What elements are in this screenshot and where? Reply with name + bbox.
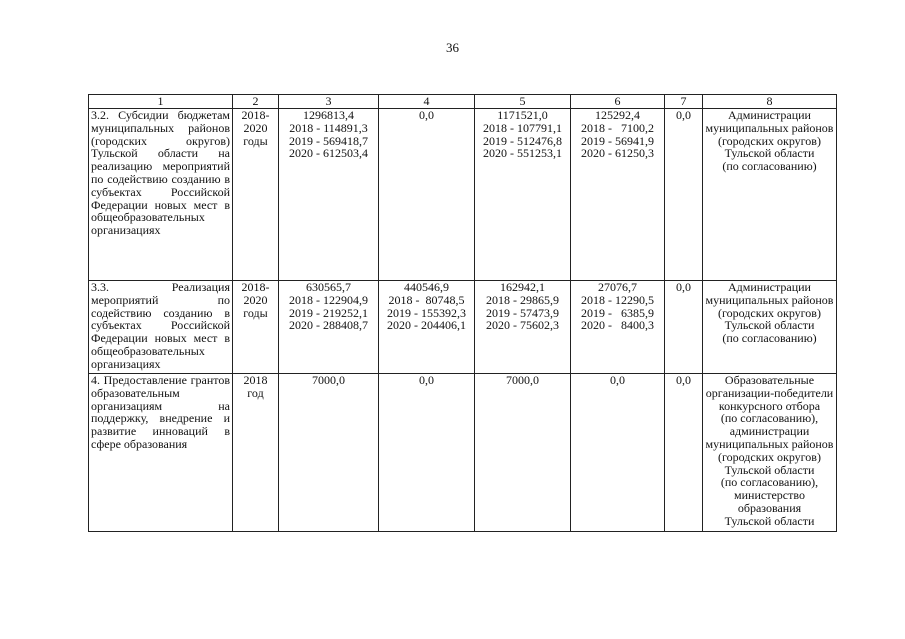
period-cell: 2018 год (233, 374, 279, 532)
column-6-cell (571, 109, 665, 281)
executor-line: (городских округов) (718, 133, 821, 148)
value-line: 162942,1 (500, 280, 545, 294)
executor-line: образования (737, 500, 802, 515)
measure-name: 3.3. Реализация мероприятий по содействию созданию в субъектах Российской Федерации новых мест в общеобразовательных организациях (89, 281, 233, 374)
column-5-cell (475, 109, 571, 281)
value-line: 2018 - 12290,5 (581, 292, 654, 307)
value-line: 2018 - 80748,5 (388, 292, 465, 307)
column-number-4: 4 (379, 95, 475, 109)
executor-line: Тульской области (724, 513, 815, 528)
value-line: 2020 - 204406,1 (387, 318, 466, 333)
value-line: 2020 - 612503,4 (289, 146, 368, 161)
column-4-cell (379, 281, 475, 374)
column-6-cell (571, 281, 665, 374)
executor-line: муниципальных районов (705, 120, 834, 135)
value-line: 1296813,4 (303, 108, 354, 122)
executor-line: администрации (729, 424, 810, 439)
value-line: 0,0 (610, 373, 625, 387)
column-7-cell: 0,0 (665, 281, 703, 374)
value-line: 0,0 (419, 108, 434, 122)
value-line: 27076,7 (598, 280, 637, 294)
column-number-5: 5 (475, 95, 571, 109)
executor-line: Тульской области (724, 318, 815, 333)
executor-line: министерство (734, 488, 805, 503)
value-line: 2019 - 6385,9 (581, 305, 654, 320)
column-7-cell: 0,0 (665, 374, 703, 532)
value-line: 2018 - 107791,1 (483, 120, 562, 135)
column-6-cell (571, 374, 665, 532)
value-line: 0,0 (419, 373, 434, 387)
value-line: 2018 - 114891,3 (289, 120, 368, 135)
executor-line: (по согласованию) (722, 331, 817, 346)
column-number-3: 3 (279, 95, 379, 109)
column-number-1: 1 (89, 95, 233, 109)
period-cell: 2018-2020 годы (233, 109, 279, 281)
executor-line: муниципальных районов (705, 436, 834, 451)
page-number: 36 (446, 40, 459, 55)
column-number-7: 7 (665, 95, 703, 109)
column-5-cell (475, 374, 571, 532)
column-number-row (89, 95, 837, 109)
column-7-cell: 0,0 (665, 109, 703, 281)
column-4-cell (379, 374, 475, 532)
value-line: 2018 - 7100,2 (581, 120, 654, 135)
total-funding-cell (279, 281, 379, 374)
value-line: 2019 - 155392,3 (387, 305, 466, 320)
value-line: 2019 - 57473,9 (486, 305, 559, 320)
measure-name: 3.2. Субсидии бюджетам муниципальных районов (городских округов) Тульской области на реализацию мероприятий по содействию созданию в субъектах Российской Федерации новых мест в общеобразовательных организациях (89, 109, 233, 281)
total-funding-cell (279, 109, 379, 281)
executor-line: (по согласованию) (722, 159, 817, 174)
executor-line: организации-победители (705, 385, 834, 400)
total-funding-cell (279, 374, 379, 532)
value-line: 7000,0 (506, 373, 539, 387)
executor-line: (по согласованию), (720, 411, 819, 426)
executor-line: муниципальных районов (705, 292, 834, 307)
value-line: 440546,9 (404, 280, 449, 294)
table-row (89, 109, 837, 281)
executor-line: (городских округов) (718, 305, 821, 320)
executor-line: Администрации (728, 280, 811, 294)
value-line: 2019 - 56941,9 (581, 133, 654, 148)
executor-line: Образовательные (724, 373, 815, 387)
executor-line: конкурсного отбора (718, 398, 821, 413)
value-line: 630565,7 (306, 280, 351, 294)
value-line: 2018 - 29865,9 (486, 292, 559, 307)
value-line: 2019 - 219252,1 (289, 305, 368, 320)
value-line: 2020 - 8400,3 (581, 318, 654, 333)
column-5-cell (475, 281, 571, 374)
column-number-8: 8 (703, 95, 837, 109)
column-4-cell (379, 109, 475, 281)
measure-name: 4. Предоставление грантов образовательным организациям на поддержку, внедрение и развитие инноваций в сфере образования (89, 374, 233, 532)
value-line: 1171521,0 (497, 108, 548, 122)
executor-line: Тульской области (724, 146, 815, 161)
executor-line: Тульской области (724, 462, 815, 477)
value-line: 125292,4 (595, 108, 640, 122)
executor-cell (703, 374, 837, 532)
table-row (89, 374, 837, 532)
value-line: 2020 - 75602,3 (486, 318, 559, 333)
column-number-2: 2 (233, 95, 279, 109)
value-line: 2019 - 569418,7 (289, 133, 368, 148)
executor-cell (703, 281, 837, 374)
program-table (88, 94, 837, 532)
value-line: 2020 - 551253,1 (483, 146, 562, 161)
column-number-6: 6 (571, 95, 665, 109)
table-row (89, 281, 837, 374)
executor-line: (городских округов) (718, 449, 821, 464)
executor-cell (703, 109, 837, 281)
period-cell: 2018-2020 годы (233, 281, 279, 374)
value-line: 2018 - 122904,9 (289, 292, 368, 307)
executor-line: Администрации (728, 108, 811, 122)
value-line: 2020 - 61250,3 (581, 146, 654, 161)
executor-line: (по согласованию), (720, 475, 819, 490)
value-line: 2020 - 288408,7 (289, 318, 368, 333)
value-line: 7000,0 (312, 373, 345, 387)
value-line: 2019 - 512476,8 (483, 133, 562, 148)
